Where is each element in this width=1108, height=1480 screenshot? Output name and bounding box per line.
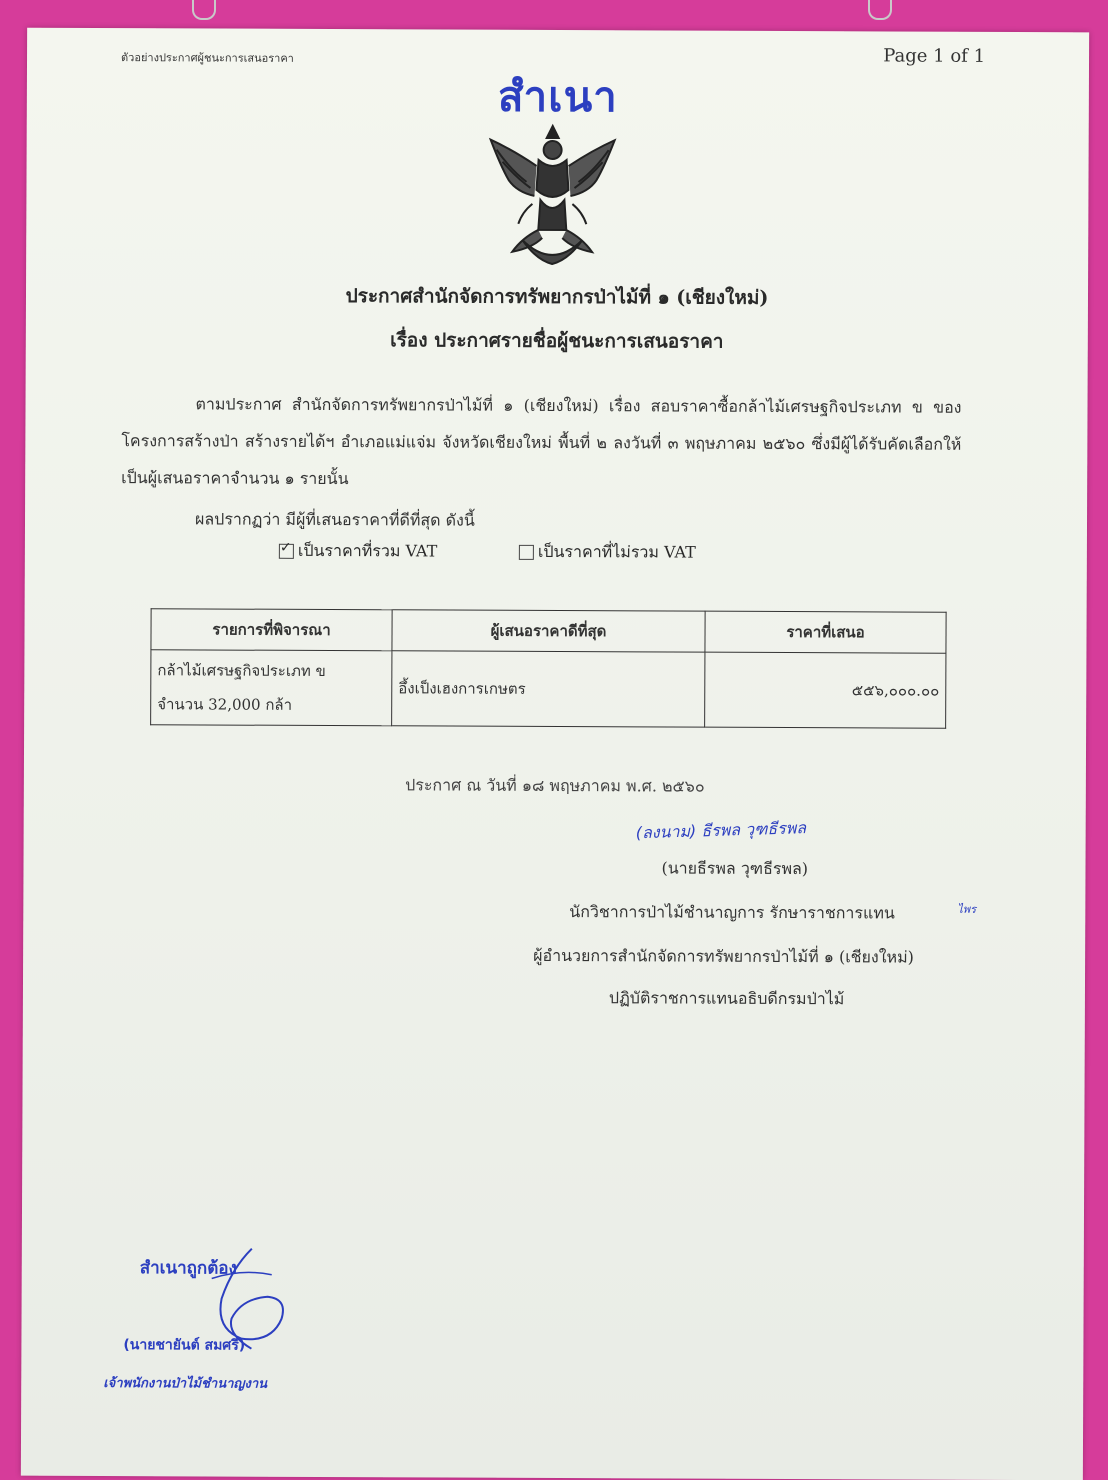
- table-cell-item: [151, 650, 392, 726]
- table-cell-price: ๕๕๖,๐๐๐.๐๐: [705, 652, 946, 728]
- paper-clip-left: [192, 0, 216, 20]
- vat-include-label: เป็นราคาที่รวม VAT: [297, 540, 438, 561]
- table-header-bidder: ผู้เสนอราคาดีที่สุด: [392, 610, 705, 652]
- page-indicator: Page 1 of 1: [883, 45, 986, 67]
- document-page: [21, 28, 1089, 1480]
- vat-exclude-option: [519, 540, 696, 566]
- certified-copy-stamp: สำเนาถูกต้อง: [139, 1258, 237, 1279]
- garuda-emblem-icon: [482, 120, 623, 271]
- item-name: กล้าไม้เศรษฐกิจประเภท ข: [157, 661, 326, 680]
- doc-label: ตัวอย่างประกาศผู้ชนะการเสนอราคา: [121, 51, 294, 65]
- signer-position-2: ผู้อำนวยการสำนักจัดการทรัพยากรป่าไม้ที่ ๑ (เชียงใหม่): [533, 945, 914, 967]
- result-line: ผลปรากฏว่า มีผู้ที่เสนอราคาที่ดีที่สุด ดังนี้: [194, 509, 475, 530]
- paper-clip-right: [868, 0, 892, 20]
- signature-handwritten: (ลงนาม) ธีรพล วุฑธีรพล: [635, 818, 807, 843]
- item-quantity: จำนวน 32,000 กล้า: [157, 695, 293, 714]
- vat-include-checkbox: [279, 544, 294, 559]
- signer-position-3: ปฏิบัติราชการแทนอธิบดีกรมป่าไม้: [608, 988, 845, 1009]
- vat-exclude-label: เป็นราคาที่ไม่รวม VAT: [537, 541, 696, 562]
- award-table: [150, 608, 947, 728]
- signer-name: (นายธีรพล วุฑธีรพล): [661, 858, 809, 879]
- announcement-subject: เรื่อง ประกาศรายชื่อผู้ชนะการเสนอราคา: [390, 329, 724, 353]
- table-header-row: [151, 609, 946, 653]
- signer-position-1: นักวิชาการป่าไม้ชำนาญการ รักษาราชการแทน: [569, 902, 895, 923]
- vat-exclude-checkbox: [519, 545, 534, 560]
- copy-stamp: สำเนา: [497, 71, 618, 122]
- handwritten-initials: ไพร: [957, 902, 977, 916]
- table-header-item: รายการที่พิจารณา: [151, 609, 392, 651]
- announcement-title: ประกาศสำนักจัดการทรัพยากรป่าไม้ที่ ๑ (เชียงใหม่): [345, 285, 769, 309]
- body-paragraph: ตามประกาศ สำนักจัดการทรัพยากรป่าไม้ที่ ๑ (เชียงใหม่) เรื่อง สอบราคาซื้อกล้าไม้เศรษฐกิจประเภท ข ของโครงการสร้างป่า สร้างรายได้ฯ อำเภอแม่แจ่ม จังหวัดเชียงใหม่ พื้นที่ ๒ ลงวันที่ ๓ พฤษภาคม ๒๕๖๐ ซึ่งมีผู้ได้รับคัดเลือกให้เป็นผู้เสนอราคาจำนวน ๑ รายนั้น: [121, 394, 962, 489]
- table-header-price: ราคาที่เสนอ: [705, 611, 946, 653]
- certifier-position: เจ้าพนักงานป่าไม้ชำนาญงาน: [103, 1376, 268, 1392]
- table-row: [151, 650, 946, 728]
- announce-date: ประกาศ ณ วันที่ ๑๘ พฤษภาคม พ.ศ. ๒๕๖๐: [405, 775, 705, 796]
- table-cell-bidder: อึ้งเป็งเฮงการเกษตร: [392, 651, 705, 727]
- certifier-name: (นายชายันต์ สมศรี): [123, 1337, 246, 1354]
- vat-include-option: [279, 539, 438, 565]
